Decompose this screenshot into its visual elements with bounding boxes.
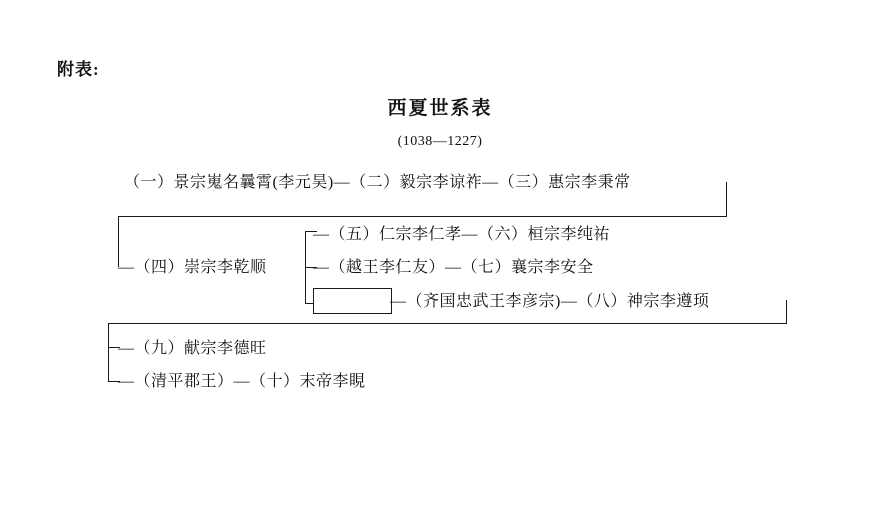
title-date-range: (1038—1227) xyxy=(397,134,483,149)
blank-name-box xyxy=(313,288,392,314)
lineage-row-4: —（越王李仁友）—（七）襄宗李安全 xyxy=(313,259,594,276)
connector-row1-down xyxy=(726,182,727,216)
lineage-row-3: —（五）仁宗李仁孝—（六）桓宗李纯祐 xyxy=(313,226,611,243)
attachment-label: 附表: xyxy=(57,60,100,79)
connector-row5-down xyxy=(786,300,787,323)
page-title: 西夏世系表 xyxy=(387,98,493,119)
connector-rows67-bracket xyxy=(108,323,109,381)
lineage-row-7: —（清平郡王）—（十）末帝李睍 xyxy=(118,373,366,390)
lineage-row-5: —（齐国忠武王李彦宗)—（八）神宗李遵顼 xyxy=(390,293,710,310)
connector-row1-to-row2 xyxy=(118,216,727,217)
lineage-row-1: （一）景宗嵬名曩霄(李元昊)—（二）毅宗李谅祚—（三）惠宗李秉常 xyxy=(124,174,631,191)
lineage-row-2: —（四）崇宗李乾顺 xyxy=(118,259,267,276)
lineage-row-6: —（九）献宗李德旺 xyxy=(118,340,267,357)
connector-row5-to-row6 xyxy=(108,323,787,324)
